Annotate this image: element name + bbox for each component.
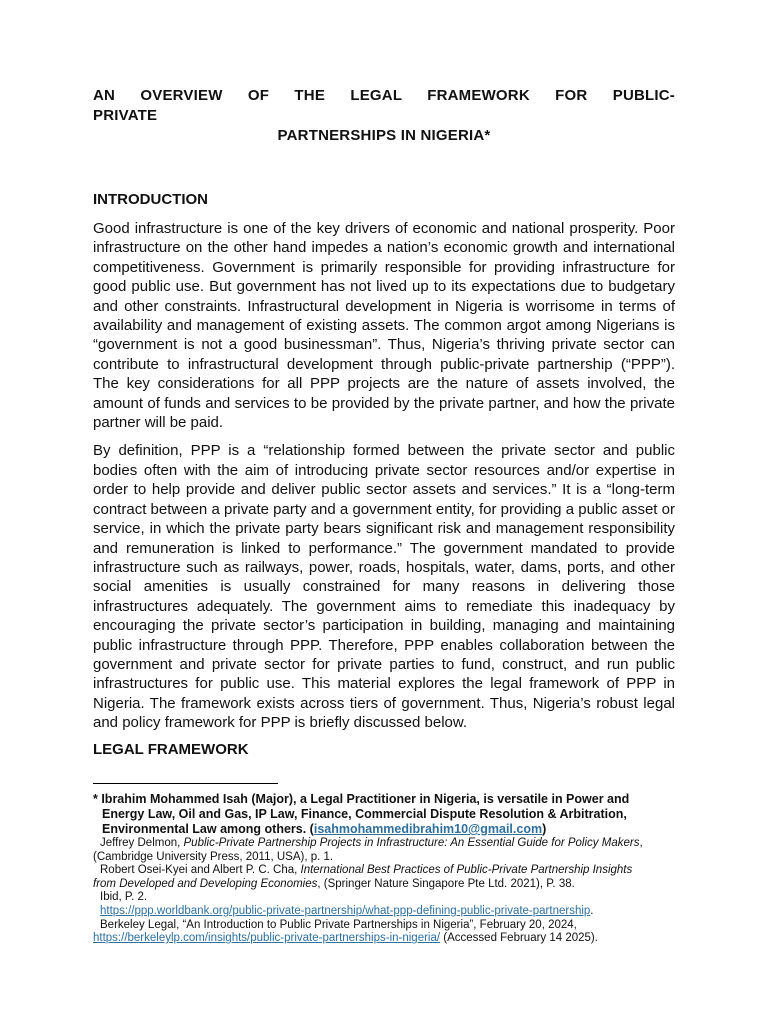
footnote-2	[93, 864, 683, 878]
author-line-3	[93, 822, 683, 837]
footnote-2-title-cont: from Developed and Developing Economies	[93, 877, 318, 890]
footnote-5-link[interactable]: https://berkeleylp.com/insights/public-private-partnerships-in-nigeria/	[93, 932, 441, 945]
footnote-1-title: Public-Private Partnership Projects in Infrastructure: An Essential Guide for Policy Makers	[183, 837, 640, 849]
introduction-heading: INTRODUCTION	[93, 191, 208, 208]
footnote-separator	[93, 783, 278, 784]
footnote-4	[93, 905, 683, 919]
footnotes	[93, 792, 683, 946]
footnote-2-author: Robert Osei-Kyei and Albert P. C. Cha,	[100, 864, 301, 877]
author-line-1: * Ibrahim Mohammed Isah (Major), a Legal Practitioner in Nigeria, is versatile in Power and	[93, 792, 630, 806]
footnote-5-tail: (Accessed February 14 2025).	[440, 932, 598, 945]
footnote-5: Berkeley Legal, “An Introduction to Public Private Partnerships in Nigeria”, February 20, 2024,	[100, 918, 577, 931]
footnote-2-tail: , (Springer Nature Singapore Pte Ltd. 2021), P. 38.	[317, 877, 575, 890]
title-line-1: AN OVERVIEW OF THE LEGAL FRAMEWORK FOR PUBLIC-PRIVATE	[93, 87, 675, 124]
author-line-2: Energy Law, Oil and Gas, IP Law, Finance, Commercial Dispute Resolution & Arbitration,	[102, 807, 627, 821]
footnote-1-line-2: (Cambridge University Press, 2011, USA), p. 1.	[93, 850, 334, 863]
footnote-2-line-2	[93, 878, 683, 892]
footnote-1-tail: ,	[639, 837, 643, 849]
footnote-2-title: International Best Practices of Public-Private Partnership Insights	[300, 864, 633, 877]
title-line-2: PARTNERSHIPS IN NIGERIA*	[277, 127, 491, 144]
author-line-3-suffix: )	[542, 822, 547, 836]
author-line-3-prefix: Environmental Law among others. (	[102, 822, 314, 836]
document-title	[93, 86, 675, 146]
footnote-1-author: Jeffrey Delmon,	[100, 837, 184, 849]
footnote-5-line-2	[93, 932, 683, 946]
author-email-link[interactable]: isahmohammedibrahim10@gmail.com	[313, 822, 543, 836]
footnote-4-link[interactable]: https://ppp.worldbank.org/public-private-partnership/what-ppp-defining-public-private-partnership	[100, 904, 591, 917]
footnote-3: Ibid, P. 2.	[100, 891, 148, 904]
footnote-1	[93, 837, 683, 851]
author-footnote	[93, 792, 683, 837]
intro-paragraph-1: Good infrastructure is one of the key drivers of economic and national prosperity. Poor infrastructure on the other hand impedes a nation’s economic growth and international competitiveness. Government is primarily responsible for providing infrastructure for good public use. But government has not lived up to its expectations due to budgetary and other constraints. Infrastructural development in Nigeria is worrisome in terms of availability and management of existing assets. The common argot among Nigerians is “government is not a good businessman”. Thus, Nigeria’s thriving private sector can contribute to infrastructural development through public-private partnership (“PPP”). The key considerations for all PPP projects are the nature of assets involved, the amount of funds and services to be provided by the private partner, and how the private partner will be paid.	[93, 220, 675, 432]
intro-paragraph-2: By definition, PPP is a “relationship formed between the private sector and public bodies often with the aim of introducing private sector resources and/or expertise in order to help provide and deliver public sector assets and services.” It is a “long-term contract between a private party and a government entity, for providing a public asset or service, in which the private party bears significant risk and management responsibility and remuneration is linked to performance.” The government mandated to provide infrastructure such as railways, power, roads, hospitals, water, dams, ports, and other social amenities is usually constrained for many reasons in delivering those infrastructures adequately. The government aims to remediate this inadequacy by encouraging the private sector’s participation in building, managing and maintaining public infrastructure through PPP. Therefore, PPP enables collaboration between the government and private sector for private parties to fund, construct, and run public infrastructures for public use. This material explores the legal framework of PPP in Nigeria. The framework exists across tiers of government. Thus, Nigeria’s robust legal and policy framework for PPP is briefly discussed below.	[93, 442, 675, 732]
legal-framework-heading: LEGAL FRAMEWORK	[93, 740, 249, 758]
footnote-4-tail: .	[590, 904, 594, 917]
